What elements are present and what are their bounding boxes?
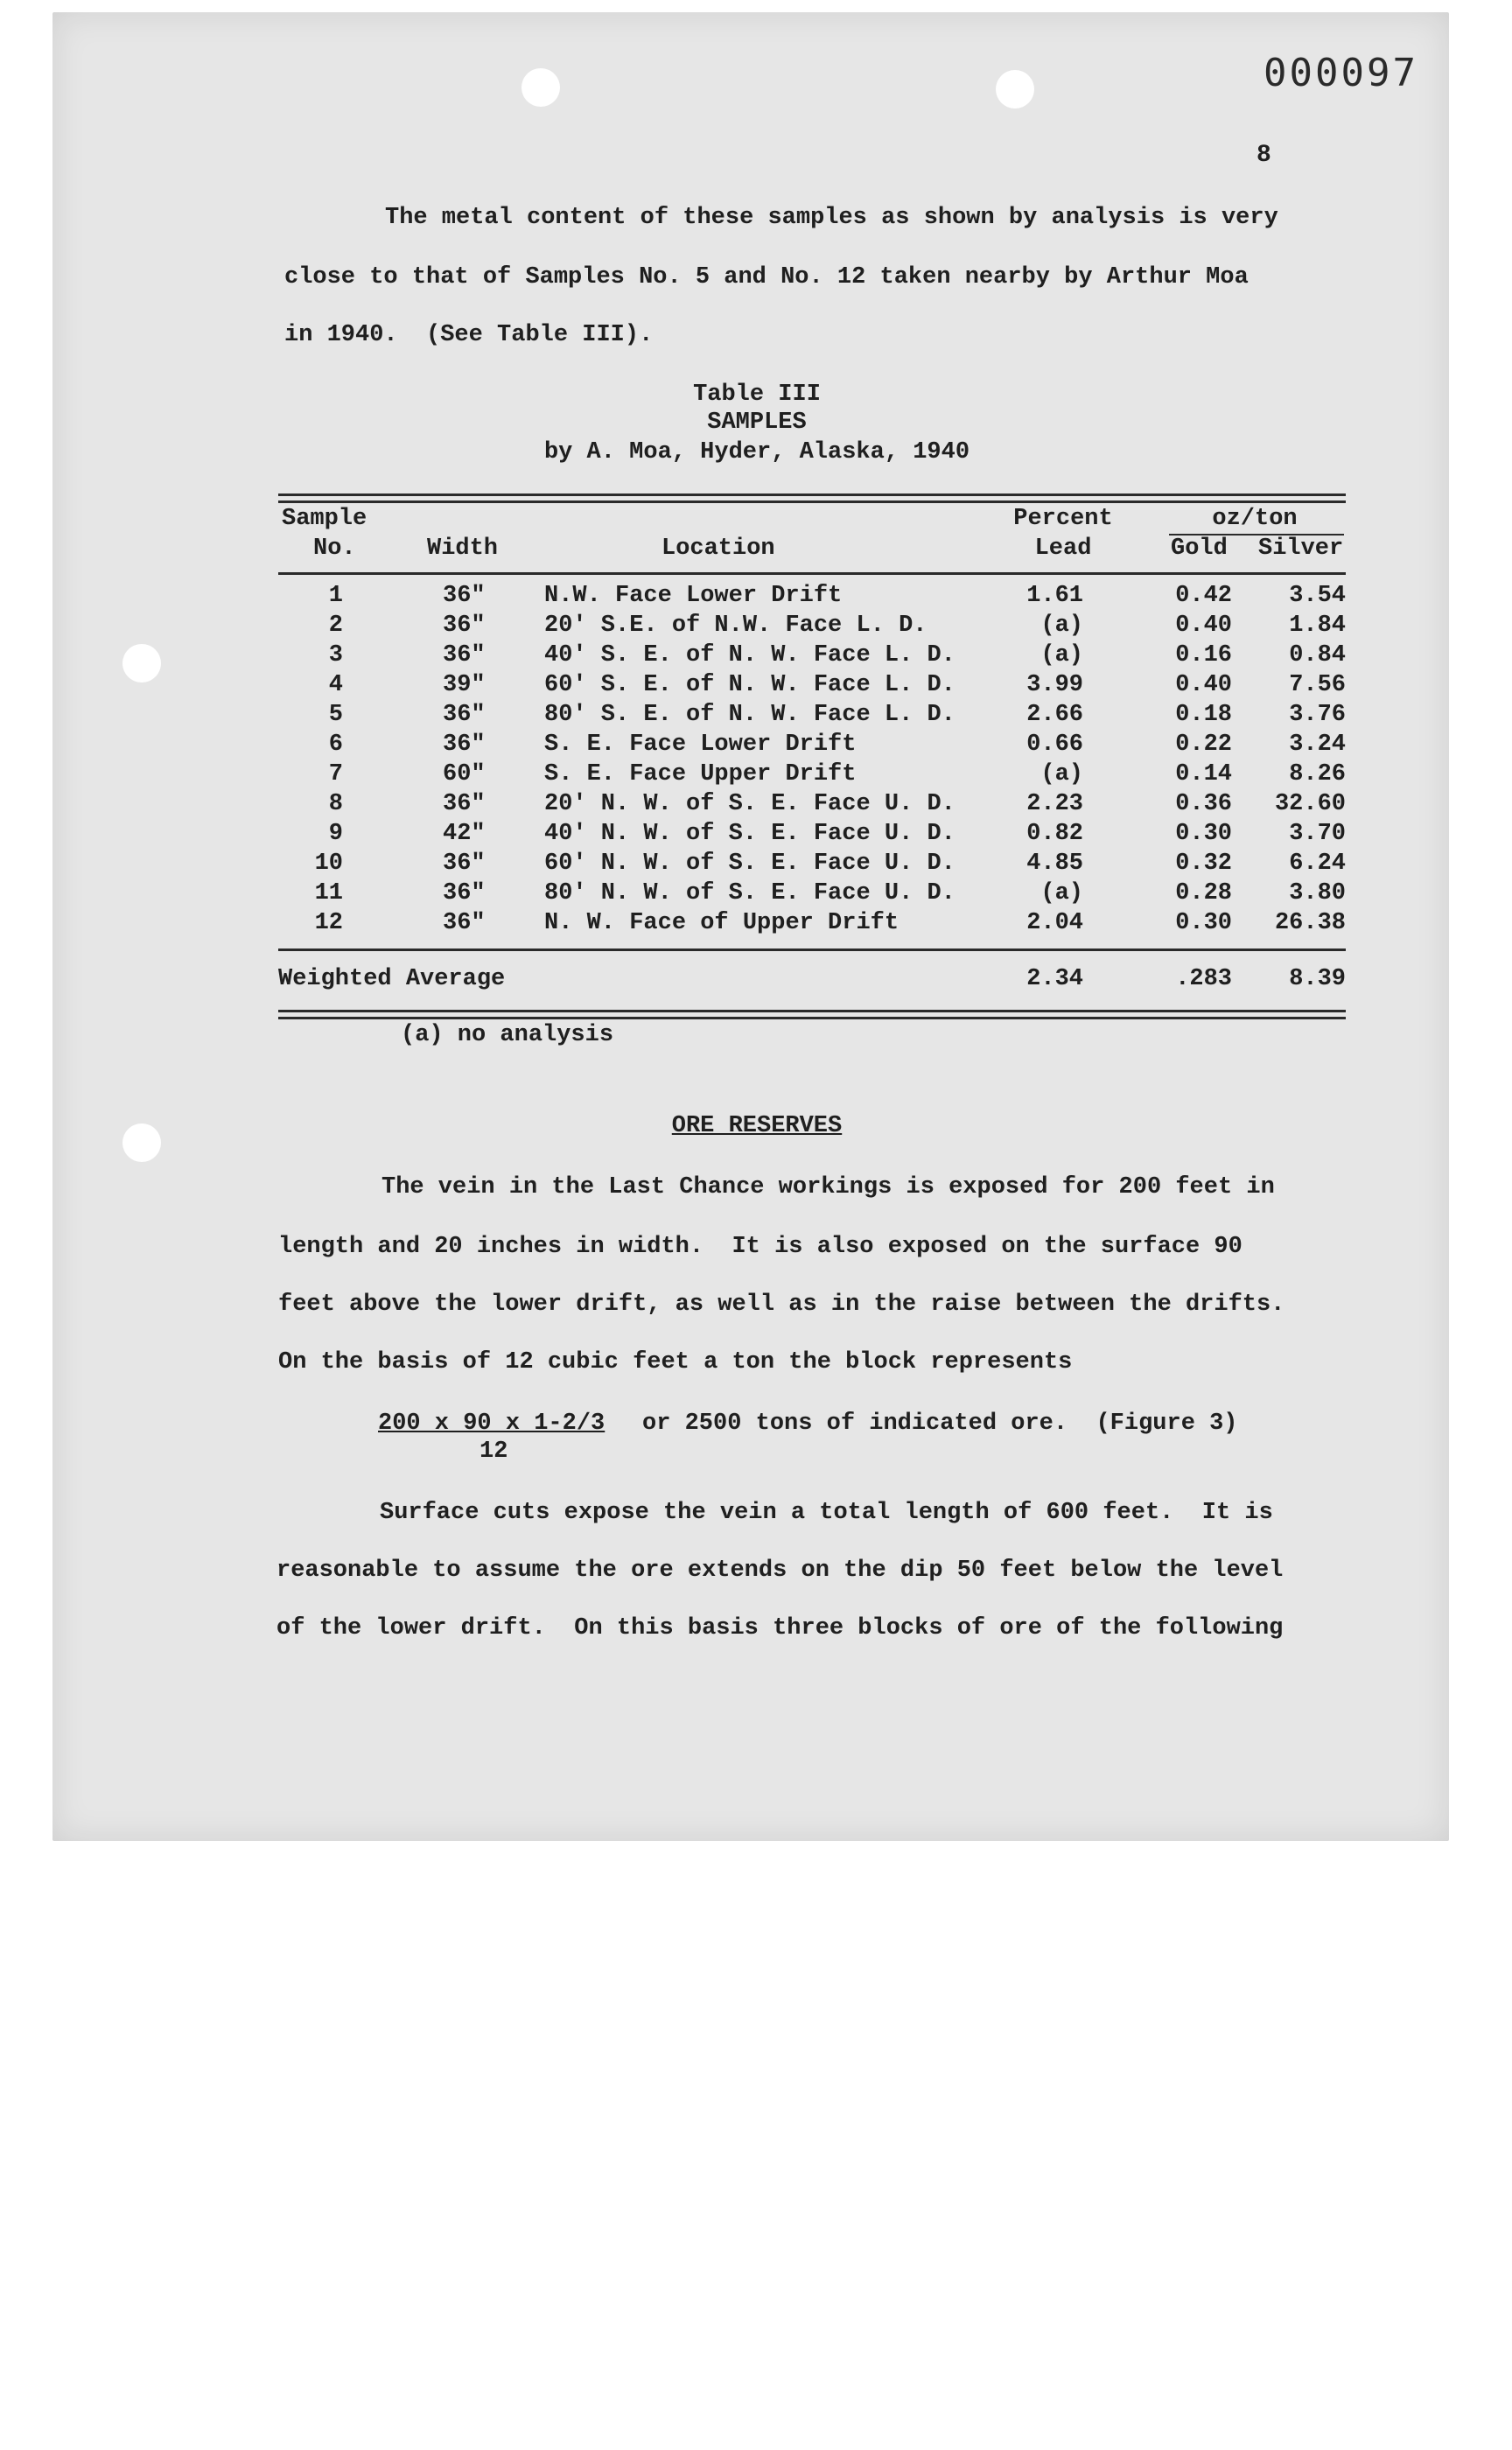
cell-location: 80' S. E. of N. W. Face L. D.	[544, 702, 956, 728]
cell-lead: 4.85	[1026, 850, 1083, 877]
table-row	[0, 880, 1512, 910]
cell-gold: 0.40	[1175, 672, 1232, 698]
cell-silver: 8.26	[1289, 761, 1346, 788]
cell-width: 36"	[443, 880, 486, 906]
cell-location: 80' N. W. of S. E. Face U. D.	[544, 880, 956, 906]
cell-silver: 1.84	[1289, 612, 1346, 639]
cell-silver: 3.24	[1289, 732, 1346, 758]
cell-lead: 1.61	[1026, 583, 1083, 609]
punch-hole	[522, 68, 560, 107]
intro-line: close to that of Samples No. 5 and No. 12 taken nearby by Arthur Moa	[284, 264, 1249, 290]
table-row	[0, 910, 1512, 940]
table-rule	[278, 948, 1346, 951]
cell-sample-no: 5	[328, 702, 343, 728]
punch-hole	[996, 70, 1034, 108]
weighted-average-label: Weighted Average	[278, 966, 506, 992]
cell-gold: 0.30	[1175, 910, 1232, 936]
cell-lead: 2.04	[1026, 910, 1083, 936]
body-line: feet above the lower drift, as well as in the raise between the drifts.	[278, 1292, 1285, 1318]
table-row	[0, 761, 1512, 791]
cell-lead: 0.66	[1026, 732, 1083, 758]
table-row	[0, 732, 1512, 761]
table-footnote: (a) no analysis	[401, 1022, 614, 1048]
cell-gold: 0.36	[1175, 791, 1232, 817]
cell-lead: (a)	[1040, 761, 1083, 788]
table-rule	[278, 1017, 1346, 1019]
cell-lead: (a)	[1040, 642, 1083, 668]
table-row	[0, 821, 1512, 850]
cell-width: 36"	[443, 732, 486, 758]
table-row	[0, 702, 1512, 732]
col-header-lead: Lead	[1034, 536, 1092, 562]
cell-gold: 0.18	[1175, 702, 1232, 728]
formula-result: or 2500 tons of indicated ore. (Figure 3)	[642, 1410, 1238, 1437]
body-line: On the basis of 12 cubic feet a ton the block represents	[278, 1349, 1073, 1376]
cell-lead: 2.34	[1026, 966, 1083, 992]
cell-silver: 7.56	[1289, 672, 1346, 698]
formula-numerator: 200 x 90 x 1-2/3	[378, 1410, 606, 1437]
table-row	[0, 583, 1512, 612]
col-header-sample-no: No.	[313, 536, 356, 562]
cell-gold: .283	[1175, 966, 1232, 992]
cell-lead: 2.23	[1026, 791, 1083, 817]
table-row	[0, 672, 1512, 702]
cell-silver: 3.70	[1289, 821, 1346, 847]
cell-location: 40' N. W. of S. E. Face U. D.	[544, 821, 956, 847]
cell-silver: 26.38	[1274, 910, 1346, 936]
col-header-sample: Sample	[282, 506, 368, 532]
body-line: length and 20 inches in width. It is also exposed on the surface 90	[278, 1234, 1242, 1260]
cell-silver: 8.39	[1289, 966, 1346, 992]
cell-silver: 6.24	[1289, 850, 1346, 877]
cell-gold: 0.30	[1175, 821, 1232, 847]
col-header-oz-ton: oz/ton	[1212, 506, 1298, 532]
cell-gold: 0.16	[1175, 642, 1232, 668]
body-line: of the lower drift. On this basis three blocks of ore of the following	[276, 1615, 1284, 1642]
cell-silver: 0.84	[1289, 642, 1346, 668]
section-heading: ORE RESERVES	[671, 1113, 843, 1139]
cell-lead: 3.99	[1026, 672, 1083, 698]
cell-silver: 3.76	[1289, 702, 1346, 728]
table-row	[0, 642, 1512, 672]
cell-sample-no: 11	[314, 880, 343, 906]
cell-width: 36"	[443, 583, 486, 609]
table-title: Table III	[693, 382, 821, 408]
cell-gold: 0.40	[1175, 612, 1232, 639]
cell-location: 60' N. W. of S. E. Face U. D.	[544, 850, 956, 877]
cell-sample-no: 10	[314, 850, 343, 877]
cell-lead: 0.82	[1026, 821, 1083, 847]
table-rule	[278, 500, 1346, 503]
cell-sample-no: 8	[328, 791, 343, 817]
intro-line: The metal content of these samples as shown by analysis is very	[385, 205, 1278, 231]
cell-location: 60' S. E. of N. W. Face L. D.	[544, 672, 956, 698]
cell-width: 36"	[443, 702, 486, 728]
cell-sample-no: 12	[314, 910, 343, 936]
body-line: Surface cuts expose the vein a total length of 600 feet. It is	[380, 1500, 1273, 1526]
cell-width: 36"	[443, 612, 486, 639]
col-header-silver: Silver	[1258, 536, 1344, 562]
table-row	[0, 612, 1512, 642]
cell-width: 36"	[443, 791, 486, 817]
formula-denominator: 12	[480, 1438, 508, 1465]
cell-location: 20' N. W. of S. E. Face U. D.	[544, 791, 956, 817]
cell-width: 36"	[443, 850, 486, 877]
table-byline: by A. Moa, Hyder, Alaska, 1940	[543, 439, 970, 466]
body-line: reasonable to assume the ore extends on the dip 50 feet below the level	[276, 1558, 1284, 1584]
document-number: 000097	[1264, 51, 1418, 95]
body-line: The vein in the Last Chance workings is exposed for 200 feet in	[382, 1174, 1275, 1200]
cell-lead: (a)	[1040, 612, 1083, 639]
punch-hole	[122, 1124, 161, 1162]
cell-location: S. E. Face Upper Drift	[544, 761, 857, 788]
cell-gold: 0.22	[1175, 732, 1232, 758]
cell-width: 36"	[443, 642, 486, 668]
cell-sample-no: 3	[328, 642, 343, 668]
cell-silver: 32.60	[1274, 791, 1346, 817]
cell-gold: 0.32	[1175, 850, 1232, 877]
cell-location: N.W. Face Lower Drift	[544, 583, 843, 609]
table-rule	[278, 494, 1346, 496]
cell-gold: 0.42	[1175, 583, 1232, 609]
col-header-percent: Percent	[1013, 506, 1113, 532]
cell-gold: 0.14	[1175, 761, 1232, 788]
cell-width: 60"	[443, 761, 486, 788]
cell-lead: (a)	[1040, 880, 1083, 906]
cell-location: 40' S. E. of N. W. Face L. D.	[544, 642, 956, 668]
cell-sample-no: 4	[328, 672, 343, 698]
page-number: 8	[1256, 142, 1271, 169]
table-subtitle: SAMPLES	[707, 410, 807, 436]
cell-sample-no: 2	[328, 612, 343, 639]
cell-width: 42"	[443, 821, 486, 847]
cell-gold: 0.28	[1175, 880, 1232, 906]
cell-sample-no: 7	[328, 761, 343, 788]
col-header-location: Location	[662, 536, 775, 562]
cell-width: 39"	[443, 672, 486, 698]
table-row	[0, 850, 1512, 880]
cell-location: N. W. Face of Upper Drift	[544, 910, 900, 936]
table-row	[0, 791, 1512, 821]
cell-silver: 3.80	[1289, 880, 1346, 906]
cell-location: 20' S.E. of N.W. Face L. D.	[544, 612, 928, 639]
col-header-gold: Gold	[1171, 536, 1228, 562]
table-rule	[278, 1010, 1346, 1012]
cell-lead: 2.66	[1026, 702, 1083, 728]
col-header-width: Width	[427, 536, 499, 562]
cell-width: 36"	[443, 910, 486, 936]
weighted-average-row	[0, 966, 1512, 996]
cell-sample-no: 9	[328, 821, 343, 847]
cell-location: S. E. Face Lower Drift	[544, 732, 857, 758]
intro-line: in 1940. (See Table III).	[284, 322, 654, 348]
cell-sample-no: 6	[328, 732, 343, 758]
cell-silver: 3.54	[1289, 583, 1346, 609]
cell-sample-no: 1	[328, 583, 343, 609]
table-rule	[278, 572, 1346, 575]
